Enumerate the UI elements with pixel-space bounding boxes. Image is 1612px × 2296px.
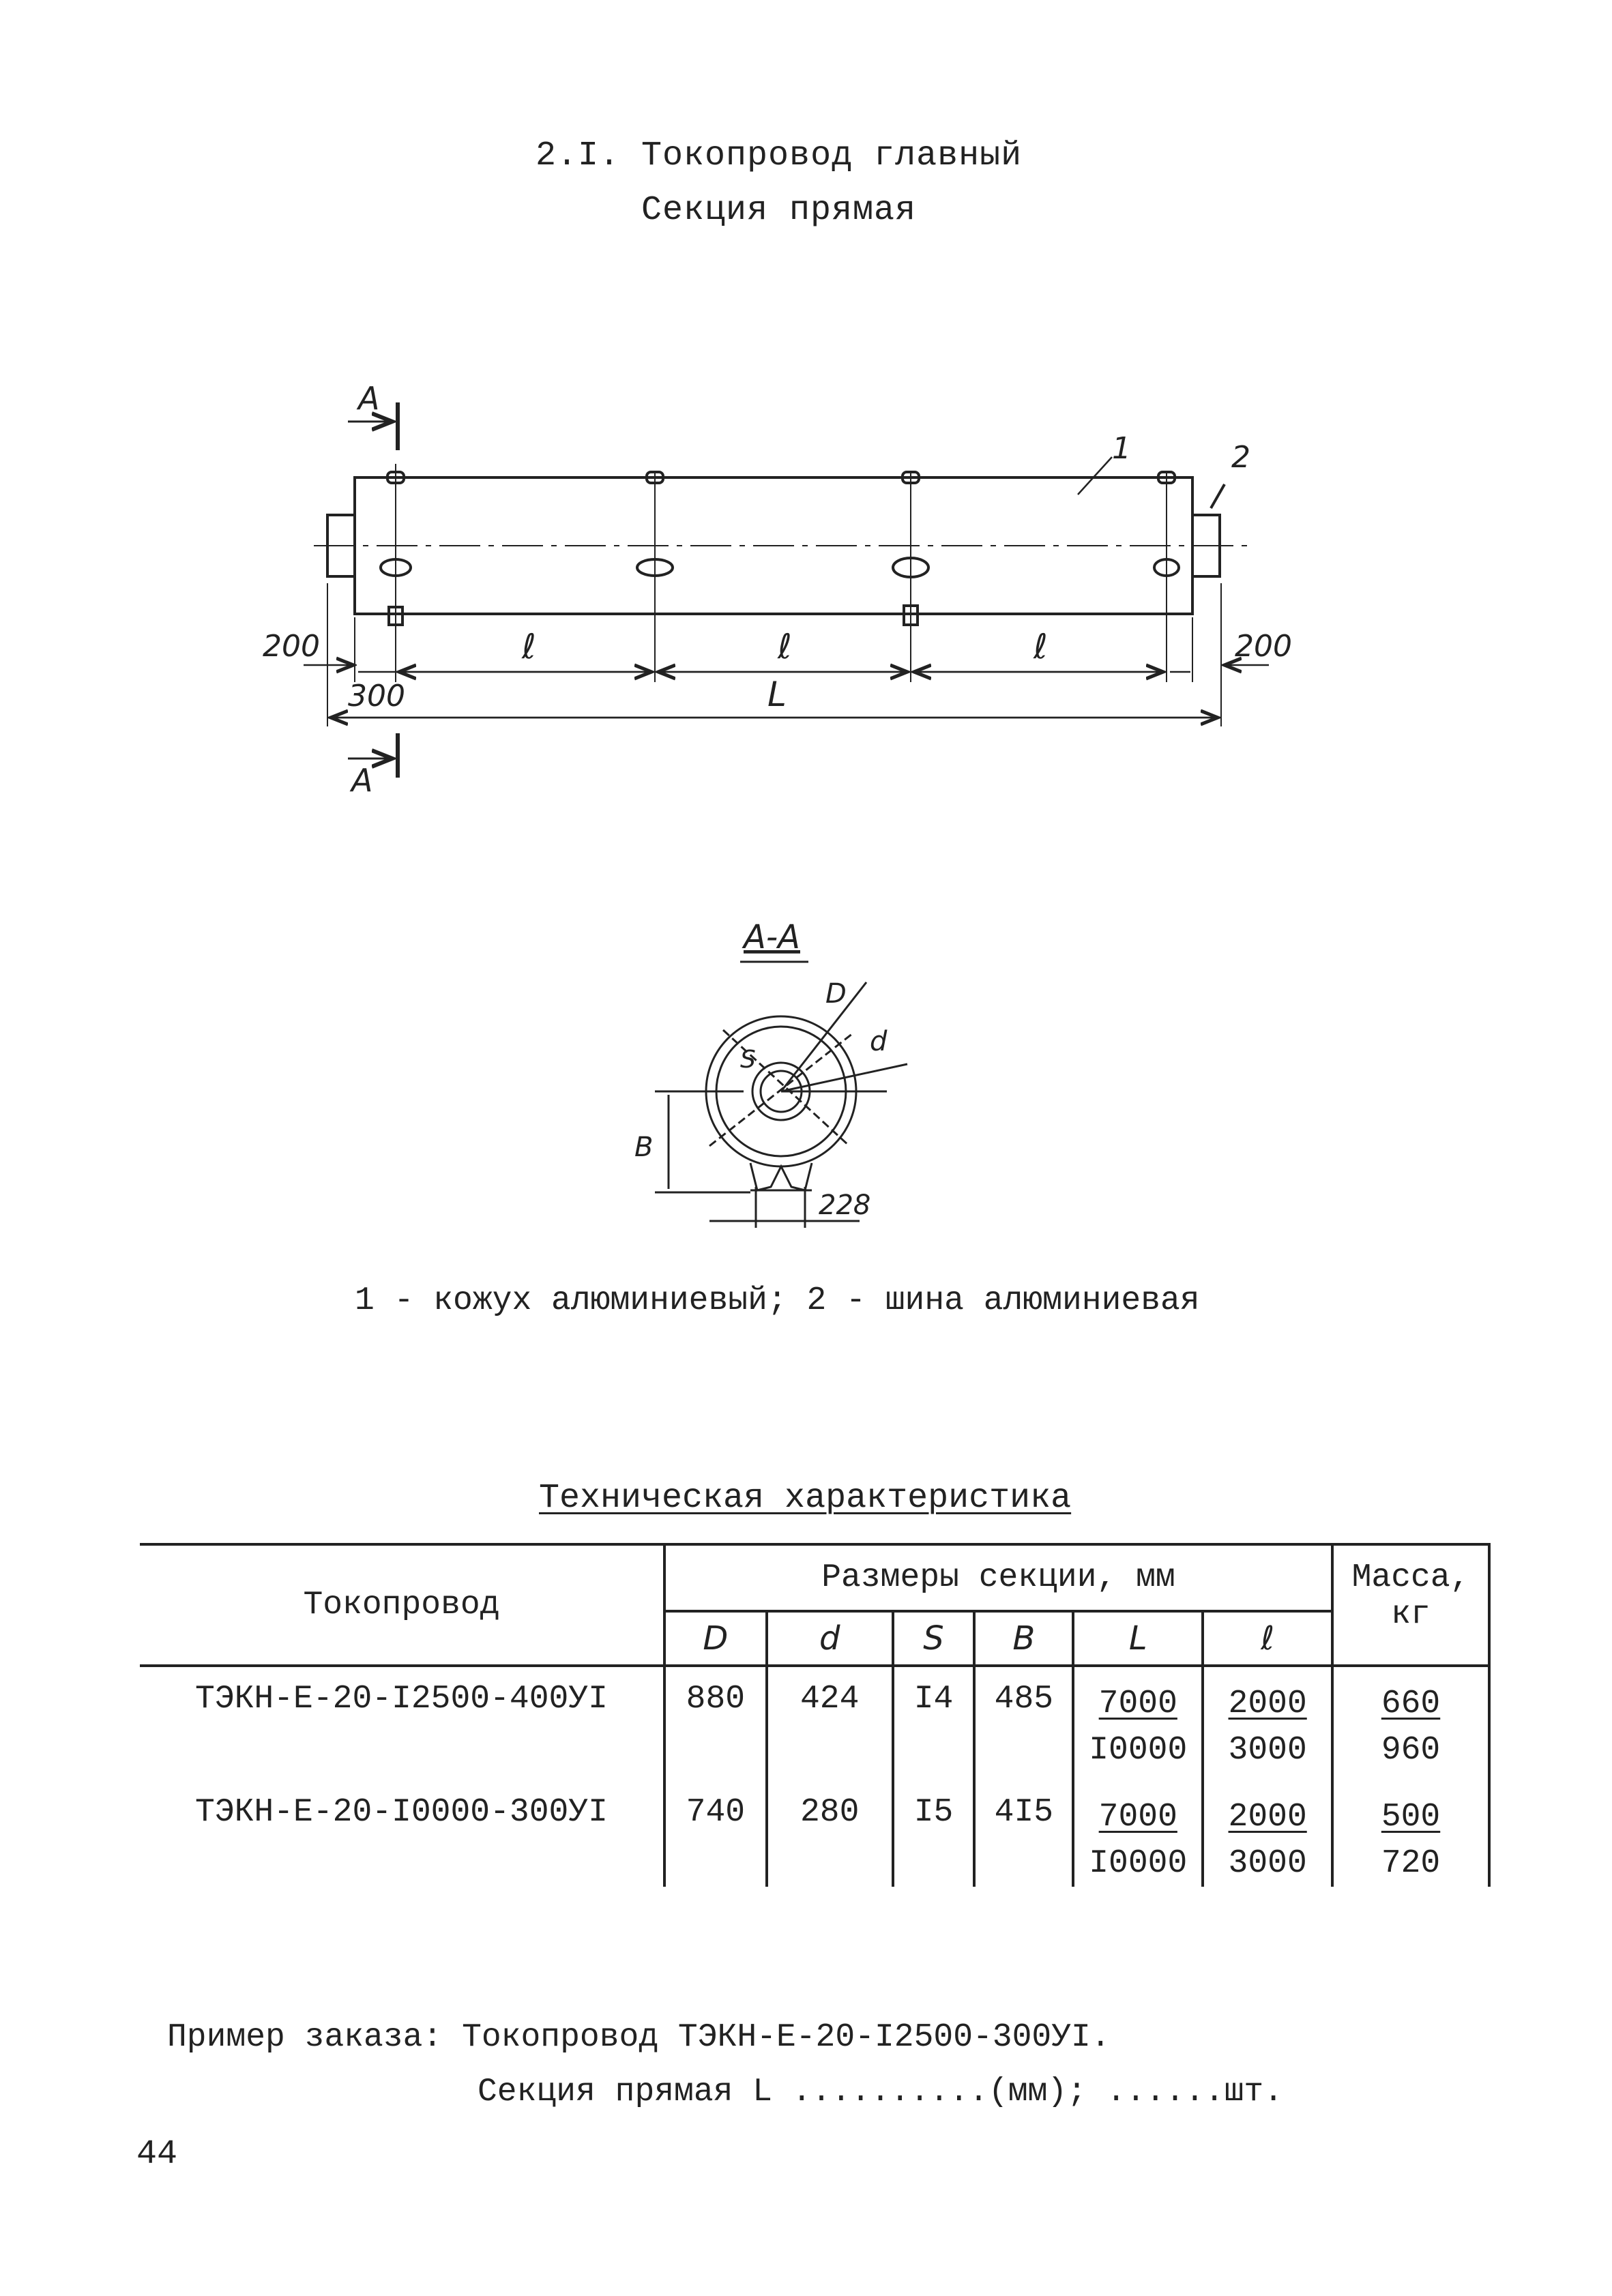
dim-L: L (767, 675, 787, 714)
section-view-drawing (0, 887, 1612, 1269)
cell-D: 740 (664, 1773, 767, 1887)
dim-228: 228 (819, 1190, 871, 1221)
table-row (140, 1773, 1489, 1887)
cell-S: I4 (893, 1666, 975, 1773)
label-d: d (870, 1026, 888, 1057)
cell-B: 485 (974, 1666, 1073, 1773)
section-title: A-A (744, 918, 800, 956)
table-row (140, 1666, 1489, 1773)
section-marker-top: A (358, 380, 380, 417)
label-B: B (634, 1132, 654, 1163)
subheader-S: S (893, 1611, 975, 1666)
cell-L-2: I0000 (1089, 1845, 1188, 1882)
header-conductor: Токопровод (140, 1544, 664, 1666)
dim-200-right: 200 (1235, 629, 1292, 664)
cell-l-1: 2000 (1228, 1686, 1307, 1722)
page-number: 44 (136, 2135, 178, 2174)
side-view-drawing (0, 0, 1612, 887)
row-name: ТЭКН-Е-20-I0000-300УI (140, 1773, 664, 1887)
subheader-D: D (664, 1611, 767, 1666)
subheader-l: ℓ (1203, 1611, 1332, 1666)
cell-L-1: 7000 (1098, 1686, 1177, 1722)
cell-mass-2: 960 (1381, 1732, 1441, 1769)
cell-mass-1: 660 (1381, 1686, 1441, 1722)
cell-d: 280 (767, 1773, 893, 1887)
subheader-B: B (974, 1611, 1073, 1666)
dim-l-3: ℓ (1034, 627, 1048, 666)
subheader-d: d (767, 1611, 893, 1666)
section-marker-bottom: A (351, 762, 373, 799)
cell-l-1: 2000 (1228, 1799, 1307, 1836)
cell-d: 424 (767, 1666, 893, 1773)
dim-l-2: ℓ (778, 627, 792, 666)
spec-table (140, 1543, 1491, 1887)
cell-mass-1: 500 (1381, 1799, 1441, 1836)
subheader-L: L (1073, 1611, 1203, 1666)
cell-l-2: 3000 (1228, 1732, 1307, 1769)
row-name: ТЭКН-Е-20-I2500-400УI (140, 1666, 664, 1773)
cell-D: 880 (664, 1666, 767, 1773)
dim-200-left: 200 (263, 629, 320, 664)
cell-S: I5 (893, 1773, 975, 1887)
cell-L-2: I0000 (1089, 1732, 1188, 1769)
label-S: S (740, 1046, 756, 1074)
dim-300: 300 (348, 679, 405, 713)
callout-1: 1 (1112, 431, 1131, 466)
order-example-line-2: Секция прямая L ..........(мм); ......шт. (478, 2074, 1283, 2110)
title-line-1: 2.I. Токопровод главный (536, 136, 1023, 175)
cell-mass-2: 720 (1381, 1845, 1441, 1882)
cell-B: 4I5 (974, 1773, 1073, 1887)
label-D: D (825, 978, 847, 1010)
table-caption: Техническая характеристика (539, 1479, 1072, 1518)
header-sizes: Размеры секции, мм (664, 1544, 1332, 1611)
callout-2: 2 (1231, 440, 1250, 475)
cell-l-2: 3000 (1228, 1845, 1307, 1882)
legend: 1 - кожух алюминиевый; 2 - шина алюминиевая (355, 1282, 1200, 1319)
header-mass: Масса, кг (1332, 1544, 1489, 1666)
dim-l-1: ℓ (522, 627, 536, 666)
order-example-line-1: Пример заказа: Токопровод ТЭКН-Е-20-I2500-300УI. (167, 2019, 1111, 2056)
cell-L-1: 7000 (1098, 1799, 1177, 1836)
title-line-2: Секция прямая (641, 191, 917, 230)
